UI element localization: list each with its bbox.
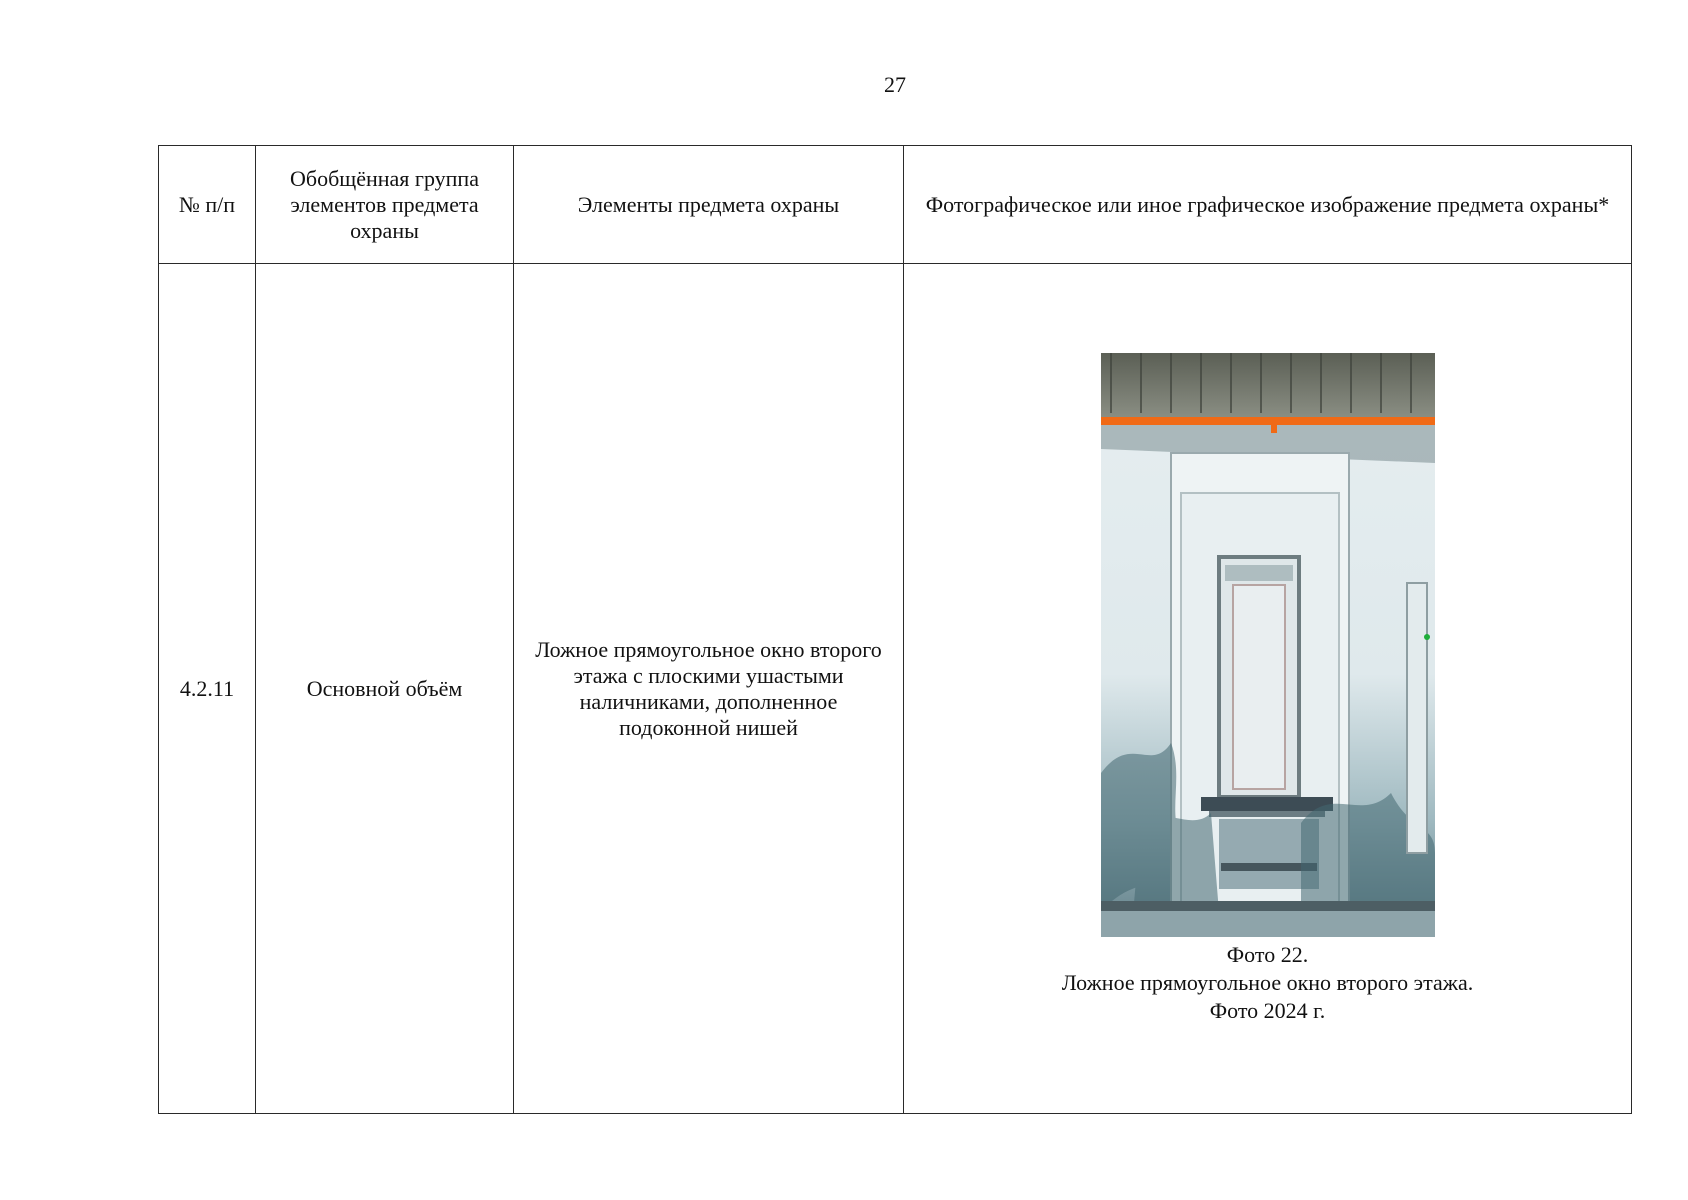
table-header-row — [159, 146, 1632, 264]
photo-caption — [1062, 941, 1473, 1025]
caption-photo-number: Фото 22. — [1226, 941, 1309, 967]
table-row — [159, 264, 1632, 1114]
cell-num: 4.2.11 — [159, 264, 256, 1114]
header-image: Фотографическое или иное графическое изображение предмета охраны* — [904, 146, 1632, 264]
header-elements: Элементы предмета охраны — [514, 146, 904, 264]
protection-items-table — [158, 145, 1632, 1114]
header-group: Обобщённая группа элементов предмета охраны — [256, 146, 514, 264]
page-number: 27 — [884, 72, 906, 97]
caption-photo-year: Фото 2024 г. — [1209, 997, 1326, 1023]
header-num: № п/п — [159, 146, 256, 264]
cell-image — [904, 264, 1632, 1114]
facade-window-photo — [1101, 353, 1435, 937]
caption-description: Ложное прямоугольное окно второго этажа. — [1061, 969, 1474, 995]
photo-block — [914, 353, 1621, 1025]
cell-group: Основной объём — [256, 264, 514, 1114]
cell-elements: Ложное прямоугольное окно второго этажа с плоскими ушастыми наличниками, дополненное подоконной нишей — [514, 264, 904, 1114]
